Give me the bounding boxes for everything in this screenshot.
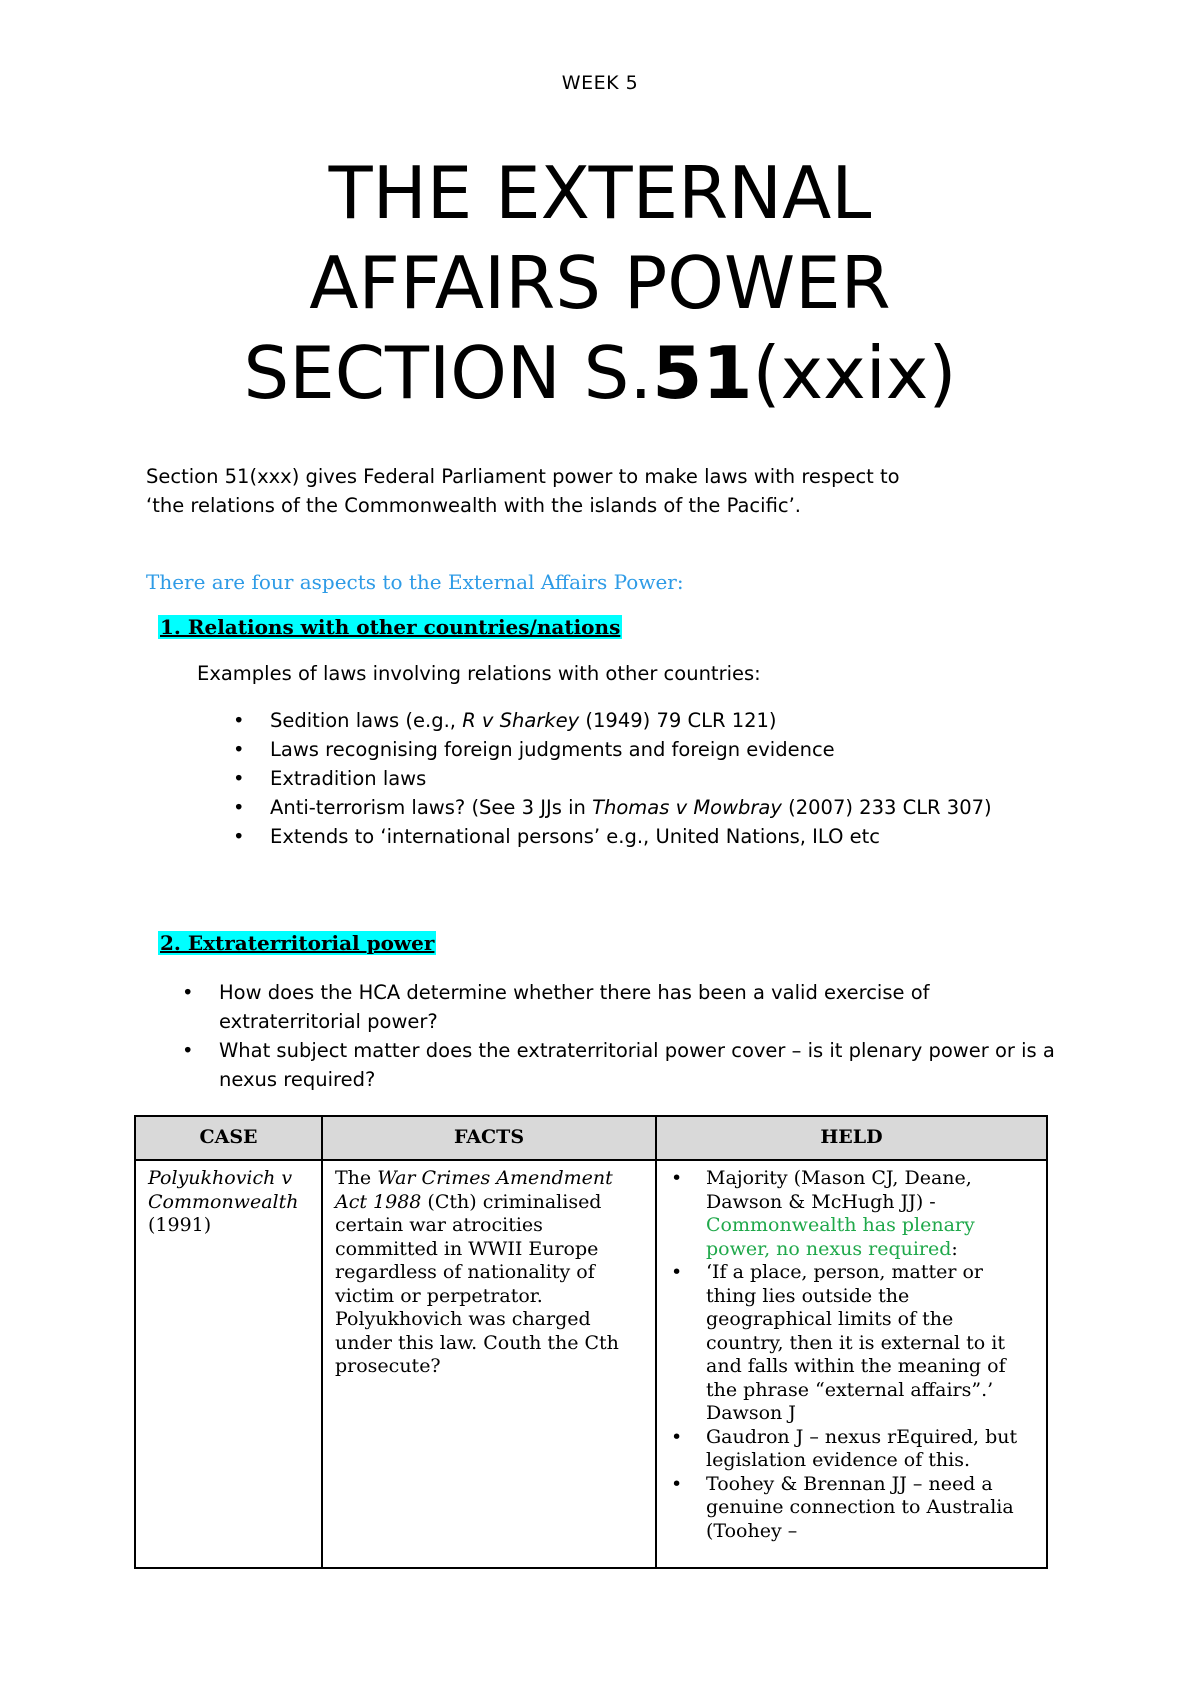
intro-line-2: ‘the relations of the Commonwealth with the islands of the Pacific’. [146, 494, 801, 517]
list-item [233, 793, 1083, 822]
held-highlight: Commonwealth has plenary power, no nexus required [706, 1214, 975, 1260]
examples-intro: Examples of laws involving relations with other countries: [197, 662, 761, 685]
section-2-bullet-list [182, 978, 1062, 1094]
intro-line-1: Section 51(xxx) gives Federal Parliament power to make laws with respect to [146, 465, 900, 488]
bullet-text: Anti-terrorism laws? (See 3 JJs in [270, 796, 593, 819]
case-name: Thomas v Mowbray [592, 796, 782, 819]
title-section-number: 51 [652, 331, 753, 415]
section-1-bullet-list [233, 706, 1083, 851]
case-name: Polyukhovich v Commonwealth [148, 1167, 299, 1213]
title-line-3 [0, 328, 1200, 418]
week-header: WEEK 5 [561, 72, 639, 94]
list-item: • What subject matter does the extraterritorial power cover – is it plenary power or is a nexus required? [182, 1036, 1062, 1094]
section-1-heading [158, 615, 622, 639]
intro-paragraph [146, 462, 1066, 520]
case-cell [135, 1160, 322, 1568]
facts-text: (Cth) criminalised certain war atrocities committed in WWII Europe regardless of nationality of victim or perpetrator. Polyukhovich was charged under this law. Couth the Cth prosecute? [335, 1190, 619, 1377]
bullet-text: Sedition laws (e.g., [270, 709, 463, 732]
act-name: War Crimes Amendment Act 1988 [335, 1167, 613, 1213]
held-list [669, 1167, 1036, 1543]
section-1-heading-text: 1. Relations with other countries/nations [160, 615, 621, 639]
list-item: • Laws recognising foreign judgments and foreign evidence [233, 735, 1083, 764]
table-row [135, 1160, 1047, 1568]
held-text: Majority (Mason CJ, Deane, Dawson & McHugh JJ) - [706, 1167, 972, 1213]
list-item: • Extradition laws [233, 764, 1083, 793]
list-item: • Extends to ‘international persons’ e.g., United Nations, ILO etc [233, 822, 1083, 851]
column-header-facts: FACTS [322, 1116, 656, 1160]
list-item: • How does the HCA determine whether there has been a valid exercise of extraterritorial power? [182, 978, 1062, 1036]
page-title [0, 148, 1200, 418]
title-line-2: AFFAIRS POWER [309, 241, 891, 325]
case-name: R v Sharkey [462, 709, 580, 732]
section-2-heading-text: 2. Extraterritorial power [160, 931, 435, 955]
list-item: • Toohey & Brennan JJ – need a genuine connection to Australia (Toohey – [669, 1473, 1036, 1544]
case-table [134, 1115, 1048, 1569]
bullet-text: (1949) 79 CLR 121) [579, 709, 777, 732]
title-line-3-suffix: (xxix) [752, 331, 957, 415]
bullet-text: (2007) 233 CLR 307) [781, 796, 992, 819]
held-cell [656, 1160, 1047, 1568]
section-2-heading [158, 931, 436, 955]
table-header-row [135, 1116, 1047, 1160]
column-header-held: HELD [656, 1116, 1047, 1160]
list-item [669, 1167, 1036, 1261]
list-item: • ‘If a place, person, matter or thing lies outside the geographical limits of the country, then it is external to it and falls within the meaning of the phrase “external affairs”.’ Dawson J [669, 1261, 1036, 1426]
facts-cell [322, 1160, 656, 1568]
column-header-case: CASE [135, 1116, 322, 1160]
title-line-1: THE EXTERNAL [328, 151, 872, 235]
list-item: • Gaudron J – nexus rEquired, but legislation evidence of this. [669, 1426, 1036, 1473]
held-text: : [951, 1237, 958, 1260]
case-year: (1991) [148, 1214, 212, 1236]
title-line-3-prefix: SECTION S. [243, 331, 653, 415]
facts-text: The [335, 1167, 378, 1189]
aspects-heading: There are four aspects to the External Affairs Power: [146, 570, 684, 594]
list-item [233, 706, 1083, 735]
